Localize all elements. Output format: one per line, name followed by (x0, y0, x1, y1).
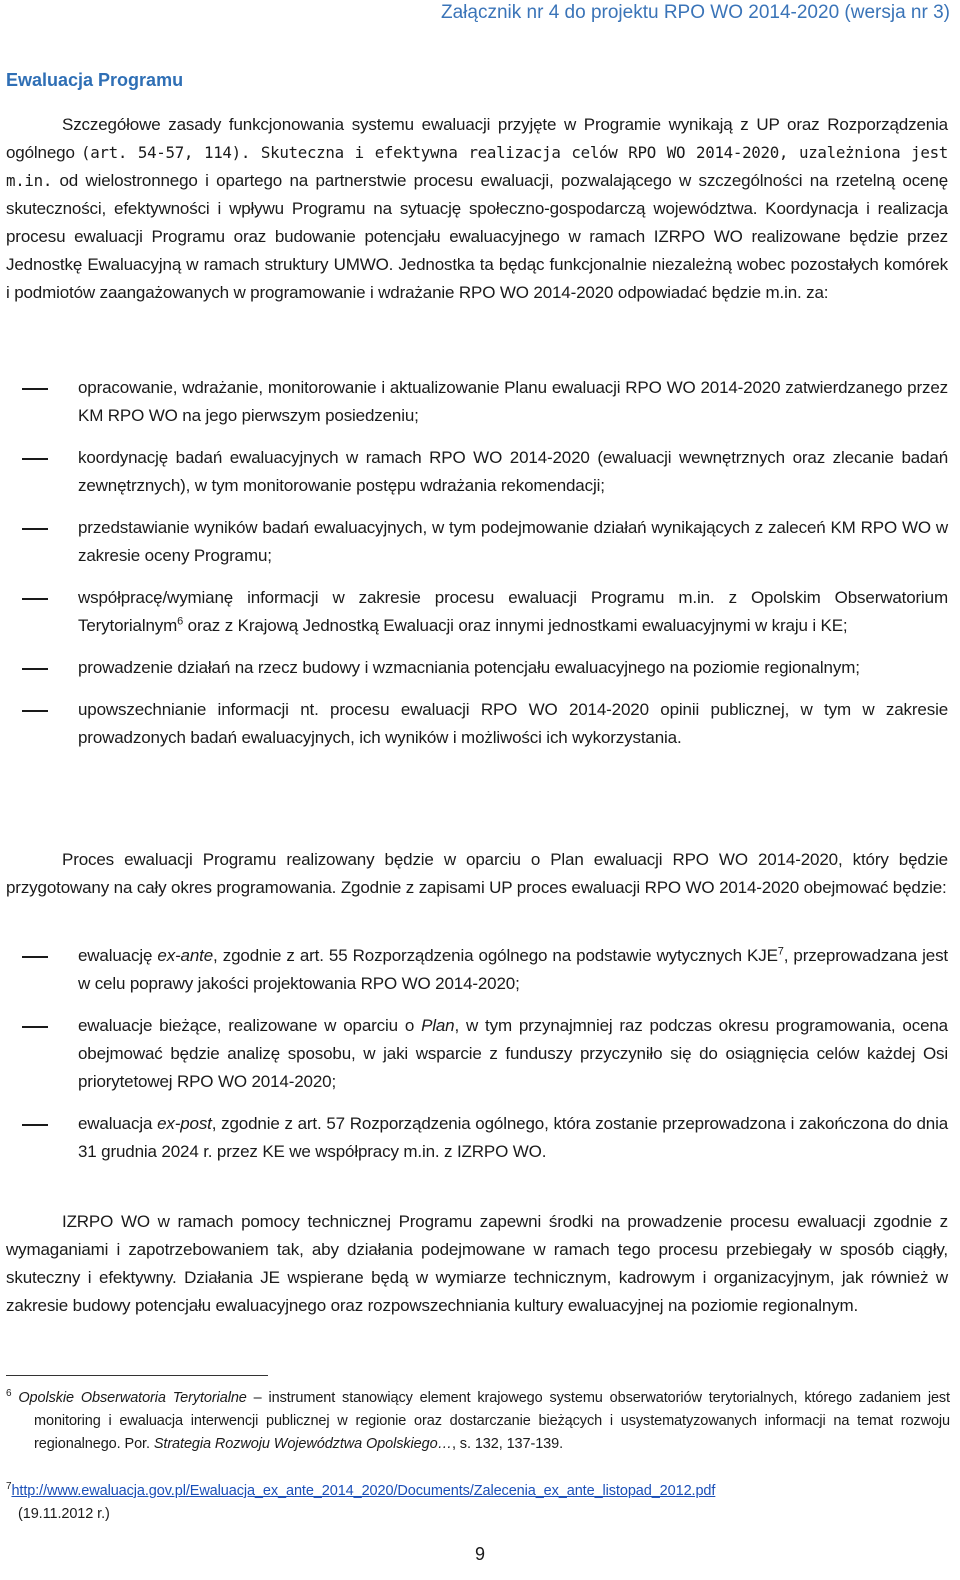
dash-bullet (22, 388, 48, 390)
dash-bullet (22, 1026, 48, 1028)
list-item: koordynację badań ewaluacyjnych w ramach RPO WO 2014-2020 (ewaluacji wewnętrznych oraz zlecanie badań zewnętrznych), w tym monitorowanie postępu wdrażania rekomendacji; (0, 444, 948, 500)
dash-bullet (22, 1124, 48, 1126)
responsibilities-list (0, 374, 960, 752)
paragraph-technical-assistance: IZRPO WO w ramach pomocy technicznej Programu zapewni środki na prowadzenie procesu ewaluacji zgodnie z wymaganiami i zapotrzebowaniem tak, aby działania podejmowane w ramach tego procesu przebiegały w sposób ciągły, skuteczny i efektywny. Działania JE wspierane będą w wymiarze technicznym, kadrowym i organizacyjnym, jak również w zakresie budowy potencjału ewaluacyjnego oraz rozpowszechniania kultury ewaluacyjnej na poziomie regionalnym. (6, 1212, 948, 1315)
list-item: ewaluację ex-ante, zgodnie z art. 55 Rozporządzenia ogólnego na podstawie wytycznych KJE$^7$, przeprowadzana jest w celu poprawy jakości projektowania RPO WO 2014-2020; (0, 942, 948, 998)
dash-bullet (22, 528, 48, 530)
footnote-separator (6, 1375, 268, 1376)
footnote-ref-6[interactable]: 6 (177, 615, 184, 628)
page-header: Załącznik nr 4 do projektu RPO WO 2014-2020 (wersja nr 3) (441, 2, 950, 23)
page-number: 9 (474, 1544, 485, 1564)
paragraph-evaluation-process: Proces ewaluacji Programu realizowany będzie w oparciu o Plan ewaluacji RPO WO 2014-2020, który będzie przygotowany na cały okres programowania. Zgodnie z zapisami UP proces ewaluacji RPO WO 2014-2020 obejmować będzie: (6, 850, 948, 897)
paragraph-intro (6, 111, 948, 307)
dash-bullet (22, 710, 48, 712)
paragraph-intro-part-b: (art. 54-57, 114). Skuteczna i efektywna realizacja celów RPO WO 2014-2020, uzależniona jest m.in. (6, 143, 948, 190)
list-item: prowadzenie działań na rzecz budowy i wzmacniania potencjału ewaluacyjnego na poziomie regionalnym; (0, 654, 948, 682)
section-title: Ewaluacja Programu (6, 70, 184, 90)
dash-bullet (22, 956, 48, 958)
list-item: ewaluacja ex-post, zgodnie z art. 57 Rozporządzenia ogólnego, która zostanie przeprowadzona i zakończona do dnia 31 grudnia 2024 r. przez KE we współpracy m.in. z IZRPO WO. (0, 1110, 948, 1166)
dash-bullet (22, 598, 48, 600)
list-item: ewaluacje bieżące, realizowane w oparciu o Plan, w tym przynajmniej raz podczas okresu programowania, ocena obejmować będzie analizę sposobu, w jaki wsparcie z funduszy przyczyniło się do osiągnięcia celów każdej Osi priorytetowej RPO WO 2014-2020; (0, 1012, 948, 1096)
footnote-7: $^7$http://www.ewaluacja.gov.pl/Ewaluacja_ex_ante_2014_2020/Documents/Zalecenia_ex_ante_listopad_2012.pdf (19.11.2012 r.) (6, 1481, 716, 1522)
footnote-ref-7[interactable]: 7 (777, 945, 784, 958)
footnote-6: $^6$ Opolskie Obserwatoria Terytorialne – instrument stanowiący element krajowego systemu obserwatoriów terytorialnych, którego zadaniem jest monitoring i ewaluacja interwencji publicznej w regionie oraz dostarczanie bieżących i usystematyzowanych informacji na temat rozwoju regionalnego. Por. Strategia Rozwoju Województwa Opolskiego…, s. 132, 137-139. (6, 1388, 950, 1452)
dash-bullet (22, 668, 48, 670)
footnote-link[interactable]: http://www.ewaluacja.gov.pl/Ewaluacja_ex_ante_2014_2020/Documents/Zalecenia_ex_ante_listopad_2012.pdf (11, 1483, 716, 1499)
paragraph-intro-part-c: od wielostronnego i opartego na partnerstwie procesu ewaluacji, pozwalającego w szczególności na rzetelną ocenę skuteczności, efektywności i wpływu Programu na sytuację społeczno-gospodarczą województwa. Koordynacja i realizacja procesu ewaluacji Programu oraz budowanie potencjału ewaluacyjnego w ramach IZRPO WO realizowane będzie przez Jednostkę Ewaluacyjną w ramach struktury UMWO. Jednostka ta będąc funkcjonalnie niezależną wobec pozostałych komórek i podmiotów zaangażowanych w programowanie i wdrażanie RPO WO 2014-2020 odpowiadać będzie m.in. za: (6, 171, 948, 302)
list-item: przedstawianie wyników badań ewaluacyjnych, w tym podejmowanie działań wynikających z zaleceń KM RPO WO w zakresie oceny Programu; (0, 514, 948, 570)
list-item: opracowanie, wdrażanie, monitorowanie i aktualizowanie Planu ewaluacji RPO WO 2014-2020 zatwierdzanego przez KM RPO WO na jego pierwszym posiedzeniu; (0, 374, 948, 430)
list-item: współpracę/wymianę informacji w zakresie procesu ewaluacji Programu m.in. z Opolskim Obserwatorium Terytorialnym$^6$ oraz z Krajową Jednostką Ewaluacji oraz innymi jednostkami ewaluacyjnymi w kraju i KE; (0, 584, 948, 640)
paragraph-intro-part-a: Szczegółowe zasady funkcjonowania systemu ewaluacji przyjęte w Programie wynikają z UP oraz Rozporządzenia ogólnego (6, 115, 948, 162)
dash-bullet (22, 458, 48, 460)
evaluation-types-list (0, 942, 960, 1166)
list-item: upowszechnianie informacji nt. procesu ewaluacji RPO WO 2014-2020 opinii publicznej, w tym w zakresie prowadzonych badań ewaluacyjnych, ich wyników i możliwości ich wykorzystania. (0, 696, 948, 752)
